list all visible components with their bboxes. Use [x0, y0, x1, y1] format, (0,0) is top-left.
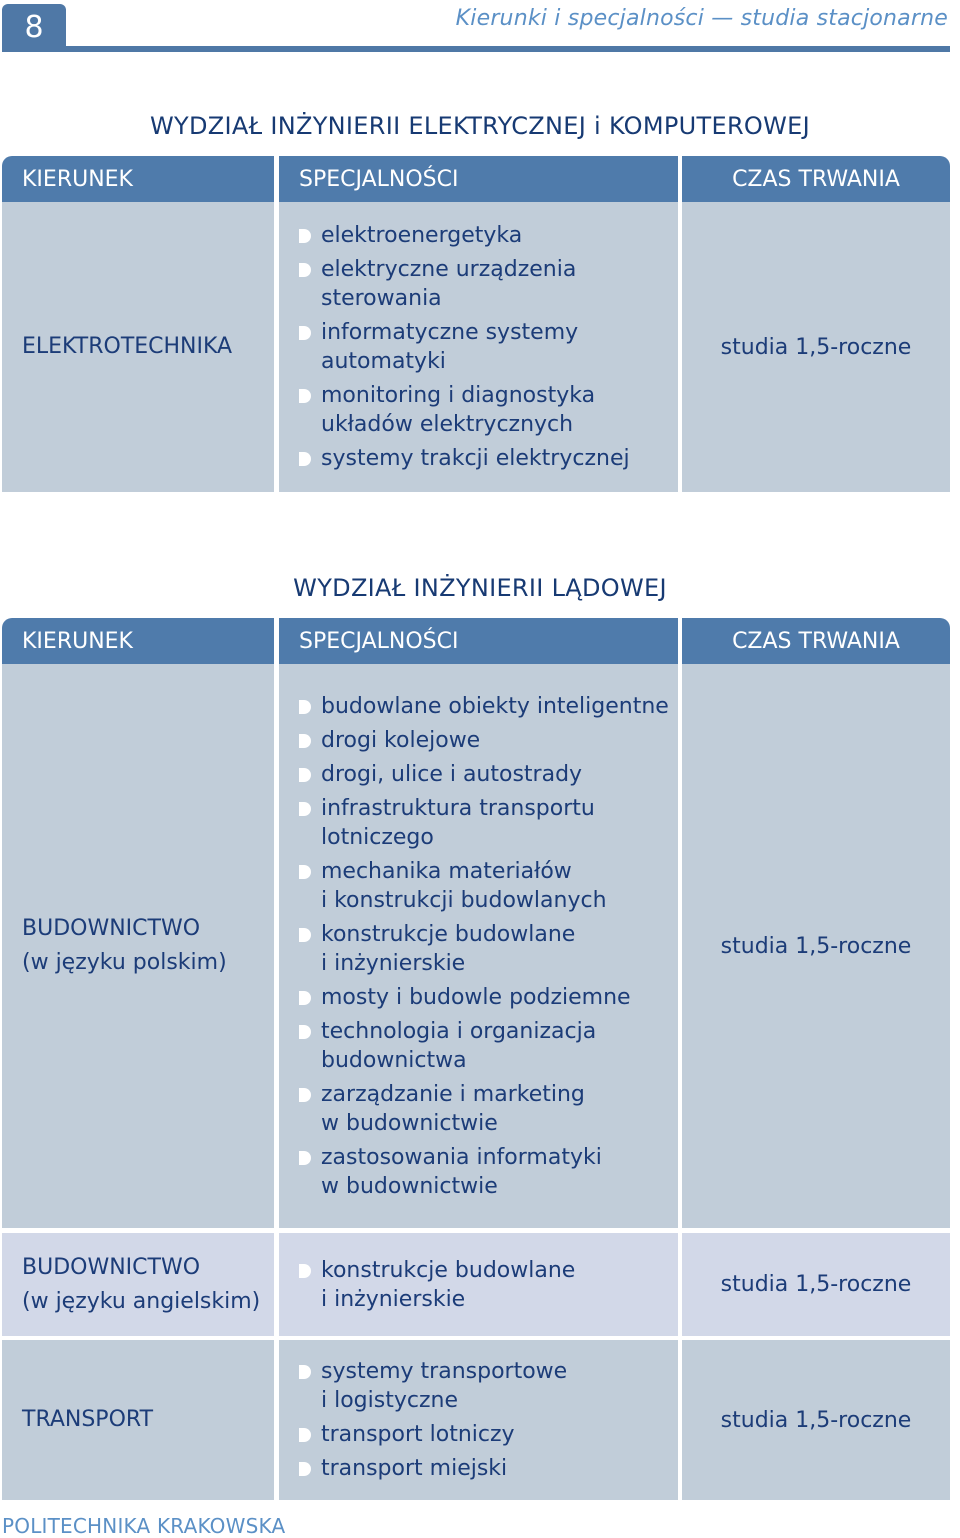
specializations-list: [279, 664, 678, 1228]
specialization-text: zarządzanie i marketing: [321, 1081, 585, 1107]
duration: studia 1,5-roczne: [682, 1233, 950, 1336]
specialization-item: [299, 1256, 678, 1314]
program-name: [2, 1340, 274, 1500]
duration: studia 1,5-roczne: [682, 1340, 950, 1500]
specialization-item: [299, 1454, 678, 1483]
specialization-text: w budownictwie: [321, 1110, 498, 1136]
bullet-icon: [299, 326, 311, 340]
specialization-text: mechanika materiałów: [321, 858, 572, 884]
specialization-text: sterowania: [321, 286, 442, 311]
specialization-text: transport miejski: [321, 1456, 508, 1481]
table-row: [2, 664, 950, 1228]
specialization-text: systemy trakcji elektrycznej: [321, 446, 630, 471]
bullet-icon: [299, 1151, 311, 1165]
specialization-item: [299, 1017, 678, 1075]
column-header-czas: CZAS TRWANIA: [682, 618, 950, 664]
specializations-list: [279, 1233, 678, 1336]
specialization-item: [299, 255, 678, 313]
specialization-item: [299, 318, 678, 376]
specialization-text: i inżynierskie: [321, 1286, 466, 1312]
table-header-row: [2, 156, 950, 202]
program-name-line: BUDOWNICTWO: [22, 916, 201, 941]
program-name: [2, 202, 274, 492]
specialization-text: automatyki: [321, 349, 446, 374]
specialization-text: elektryczne urządzenia: [321, 257, 577, 282]
bullet-icon: [299, 229, 311, 243]
bullet-icon: [299, 1428, 311, 1442]
specialization-text: budowlane obiekty inteligentne: [321, 693, 669, 719]
specialization-item: [299, 726, 678, 755]
bullet-icon: [299, 1025, 311, 1039]
bullet-icon: [299, 768, 311, 782]
page-header: [0, 0, 960, 56]
program-name-line: BUDOWNICTWO: [22, 1254, 201, 1280]
specializations-list: [279, 1340, 678, 1500]
footer-institution: POLITECHNIKA KRAKOWSKA: [2, 1514, 286, 1538]
program-name: [2, 664, 274, 1228]
specialization-text: drogi, ulice i autostrady: [321, 761, 583, 787]
program-table-civil: [2, 618, 950, 1500]
column-header-kierunek: KIERUNEK: [2, 156, 274, 202]
table-header-row: [2, 618, 950, 664]
bullet-icon: [299, 1462, 311, 1476]
column-header-czas: CZAS TRWANIA: [682, 156, 950, 202]
table-row: [2, 202, 950, 492]
specialization-text: i inżynierskie: [321, 950, 466, 976]
header-rule: [2, 46, 950, 52]
bullet-icon: [299, 1264, 311, 1278]
bullet-icon: [299, 865, 311, 879]
specialization-item: [299, 381, 678, 439]
specializations-list: [279, 202, 678, 492]
program-name-line: TRANSPORT: [22, 1407, 154, 1432]
specialization-text: systemy transportowe: [321, 1359, 568, 1384]
specialization-text: konstrukcje budowlane: [321, 921, 576, 947]
specialization-item: [299, 1357, 678, 1415]
specialization-text: technologia i organizacja: [321, 1018, 597, 1044]
specialization-item: [299, 1143, 678, 1201]
program-table-electrical: [2, 156, 950, 492]
bullet-icon: [299, 991, 311, 1005]
specialization-text: transport lotniczy: [321, 1422, 515, 1447]
specialization-item: [299, 1420, 678, 1449]
table-row: [2, 1233, 950, 1336]
program-name-line: (w języku polskim): [22, 950, 227, 975]
duration: studia 1,5-roczne: [682, 664, 950, 1228]
specialization-item: [299, 794, 678, 852]
bullet-icon: [299, 389, 311, 403]
specialization-text: drogi kolejowe: [321, 727, 481, 753]
specialization-text: konstrukcje budowlane: [321, 1257, 576, 1283]
duration: studia 1,5-roczne: [682, 202, 950, 492]
specialization-item: [299, 1080, 678, 1138]
running-title: Kierunki i specjalności — studia stacjonarne: [455, 6, 948, 31]
bullet-icon: [299, 1365, 311, 1379]
bullet-icon: [299, 928, 311, 942]
specialization-text: monitoring i diagnostyka: [321, 383, 596, 408]
column-header-specjalnosci: SPECJALNOŚCI: [279, 618, 678, 664]
table-row: [2, 1340, 950, 1500]
page-number: 8: [2, 4, 66, 52]
bullet-icon: [299, 263, 311, 277]
specialization-item: [299, 692, 678, 721]
specialization-text: informatyczne systemy: [321, 320, 579, 345]
bullet-icon: [299, 734, 311, 748]
specialization-text: lotniczego: [321, 824, 434, 850]
bullet-icon: [299, 802, 311, 816]
column-header-specjalnosci: SPECJALNOŚCI: [279, 156, 678, 202]
specialization-text: budownictwa: [321, 1047, 467, 1073]
column-header-kierunek: KIERUNEK: [2, 618, 274, 664]
bullet-icon: [299, 452, 311, 466]
specialization-text: układów elektrycznych: [321, 412, 574, 437]
specialization-text: i logistyczne: [321, 1388, 458, 1413]
specialization-text: i konstrukcji budowlanych: [321, 887, 607, 913]
specialization-text: infrastruktura transportu: [321, 795, 595, 821]
program-name-line: (w języku angielskim): [22, 1288, 261, 1314]
program-name-line: ELEKTROTECHNIKA: [22, 334, 233, 359]
faculty-title-civil: WYDZIAŁ INŻYNIERII LĄDOWEJ: [293, 574, 667, 602]
bullet-icon: [299, 700, 311, 714]
specialization-text: w budownictwie: [321, 1173, 498, 1199]
program-name: [2, 1233, 274, 1336]
specialization-item: [299, 983, 678, 1012]
specialization-text: zastosowania informatyki: [321, 1144, 602, 1170]
specialization-item: [299, 221, 678, 250]
specialization-text: elektroenergetyka: [321, 223, 523, 248]
faculty-title-electrical: WYDZIAŁ INŻYNIERII ELEKTRYCZNEJ i KOMPUTEROWEJ: [150, 112, 810, 140]
specialization-text: mosty i budowle podziemne: [321, 984, 631, 1010]
specialization-item: [299, 920, 678, 978]
specialization-item: [299, 760, 678, 789]
bullet-icon: [299, 1088, 311, 1102]
specialization-item: [299, 444, 678, 473]
specialization-item: [299, 857, 678, 915]
